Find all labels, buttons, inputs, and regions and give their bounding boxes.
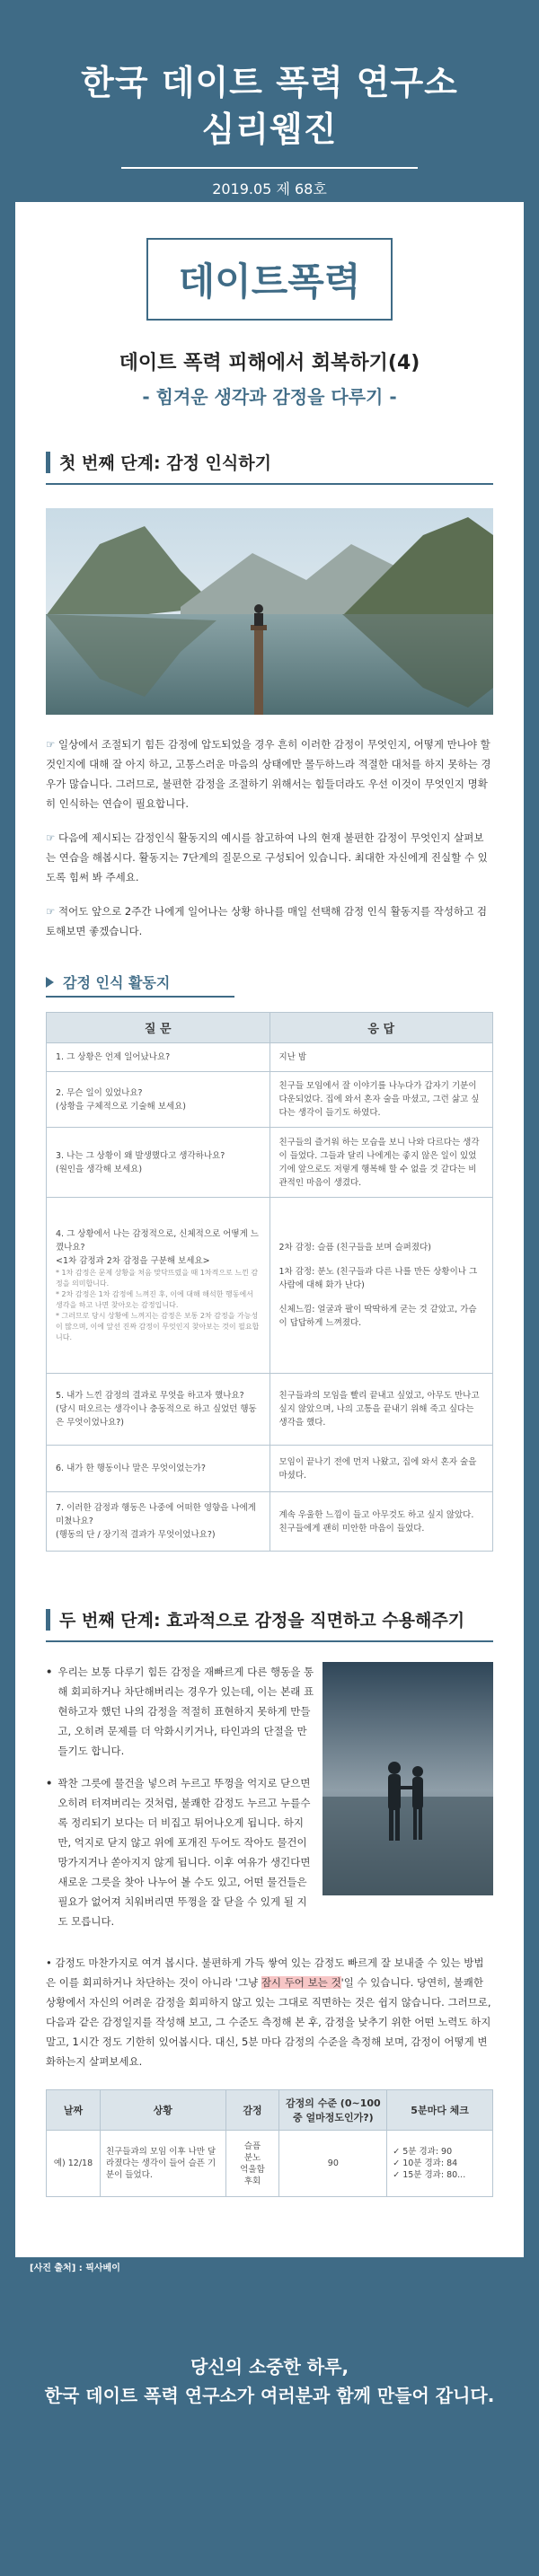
- step1-paragraph-2: [46, 828, 493, 887]
- masthead-divider: [121, 167, 418, 169]
- question-cell: [47, 1072, 270, 1128]
- question-cell: [47, 1446, 270, 1492]
- question-cell: [47, 1043, 270, 1072]
- answer-text: 친구들의 즐거워 하는 모습을 보니 나와 다르다는 생각이 들었다. 그들과 달리 나에게는 좋지 않은 일이 있었기에 앞으로도 저렇게 행복해 할 수 없을 것 같다는 비관적인 마음이 생겼다.: [278, 1137, 480, 1188]
- issue-label: 2019.05 제 68호: [212, 180, 327, 198]
- log-check-text: 5분 경과: 90: [402, 2147, 453, 2157]
- bullet-icon: •: [46, 1666, 53, 1678]
- question-footnote: * 1차 감정은 문제 상황을 처음 맞닥뜨렸을 때 1차적으로 느낀 감정을 의미합니다.: [56, 1269, 259, 1288]
- log-emotion: 후회: [243, 2176, 261, 2186]
- arrow-icon: ☞: [46, 905, 56, 918]
- step2-bullets: [46, 1662, 315, 1944]
- question-footnote: * 그러므로 당시 상황에 느껴지는 감정은 보통 2차 감정을 가능성이 많으며, 이에 앞선 진짜 감정이 무엇인지 찾아보는 것이 필요합니다.: [56, 1312, 260, 1341]
- table-row: [47, 1492, 493, 1552]
- answer-text: 신체느낌: 얼굴과 팔이 딱딱하게 굳는 것 같았고, 가슴이 답답하게 느껴졌다.: [278, 1305, 477, 1328]
- article-card: [15, 202, 524, 2281]
- answer-cell: [270, 1198, 493, 1374]
- step1-paragraph-3: [46, 901, 493, 941]
- log-situation: 친구들과의 모임 이후 나만 달라졌다는 생각이 들어 슬픈 기분이 들었다.: [100, 2131, 225, 2197]
- step1-title: 첫 번째 단계: 감정 인식하기: [59, 453, 271, 473]
- couple-photo-illustration: [323, 1662, 493, 1895]
- log-emotion: 분노: [243, 2152, 261, 2163]
- answer-text: 2차 감정: 슬픔 (친구들을 보며 슬퍼졌다): [278, 1243, 431, 1253]
- section-banner: [15, 238, 524, 321]
- footer: [0, 2352, 539, 2410]
- log-date: 예) 12/18: [47, 2131, 101, 2197]
- couple-photo: [323, 1662, 493, 1895]
- log-level: 90: [279, 2131, 387, 2197]
- header-date: 날짜: [47, 2090, 101, 2131]
- table-header-row: [47, 2090, 493, 2131]
- activity-heading: [46, 971, 524, 992]
- log-check: ✓ 5분 경과: 90: [393, 2147, 453, 2157]
- table-row: [47, 1128, 493, 1198]
- answer-cell: [270, 1043, 493, 1072]
- arrow-icon: ☞: [46, 738, 56, 751]
- step1-paragraph-1: [46, 734, 493, 813]
- section-banner-title: 데이트폭력: [146, 238, 393, 321]
- question-footnote: * 2차 감정은 1차 감정에 느껴진 후, 이에 대해 해석한 행동에서 생각을 하고 나면 찾아오는 감정입니다.: [56, 1290, 253, 1309]
- bullet-text: 꽉찬 그릇에 물건을 넣으려 누르고 뚜껑을 억지로 닫으면 오히려 터져버리는 것처럼, 불쾌한 감정도 누르고 누를수록 정리되기 보다는 더 비집고 튀어나오게 됩니다. 하지만, 억지로 닫지 않고 위에 포개진 두어도 작아도 물건이 망가지거나 쏟아지지 않게 됩니다. 이후 여유가 생긴다면 새로운 그릇을 찾아 나누어 볼 수도 있고, 어떤 물건들은 필요가 없어져 치워버리면 뚜껑을 잘 닫을 수 있게 될 지도 모릅니다.: [57, 1777, 311, 1928]
- list-item: [46, 1773, 315, 1931]
- answer-cell: [270, 1446, 493, 1492]
- bullet-text: 우리는 보통 다루기 힘든 감정을 재빠르게 다른 행동을 통해 회피하거나 차단해버리는 경우가 있는데, 이는 본래 표현하고자 했던 나의 감정을 적절히 표현하지 못하게 만들고, 오히려 문제를 더 악화시키거나, 타인과의 단절을 만들기도 합니다.: [57, 1666, 314, 1757]
- step2-paragraph-text: '일 수 있습니다. 당연히, 불쾌한 상황에서 자신의 어려운 감정을 회피하지 않고 있는 그대로 직면하는 것은 쉽지 않습니다. 그러므로, 다음과 같은 감정일지를 작성해 보고, 그 수준도 측정해 본 후, 감정을 낮추기 위한 어떤 노력도 하지 말고, 1시간 정도 기한히 있어봅시다. 대신, 5분 마다 감정의 수준을 측정해 보며, 감정이 어떻게 변화하는지 살펴보세요.: [46, 1976, 491, 2068]
- table-header-row: [47, 1013, 493, 1043]
- question-cell: [47, 1374, 270, 1446]
- activity-title: 감정 인식 활동지: [63, 974, 171, 991]
- step1-rule: [46, 483, 493, 485]
- log-check: ✓ 15분 경과: 80...: [393, 2170, 466, 2180]
- step2-paragraph: [46, 1953, 493, 2071]
- table-row: [47, 1446, 493, 1492]
- table-row: [47, 1043, 493, 1072]
- step1-paragraph-1-text: 일상에서 조절되기 힘든 감정에 압도되었을 경우 흔히 이러한 감정이 무엇인지, 어떻게 만나야 할 것인지에 대해 잘 아지 하고, 고통스러운 마음의 상태에만 몰두하느라 적절한 대처를 하지 못하는 경우가 많습니다. 그러므로, 불편한 감정을 조절하기 위해서는 힘들더라도 우선 이것이 무엇인지 명확히 인식하는 연습이 필요합니다.: [46, 738, 491, 810]
- question-cell: [47, 1128, 270, 1198]
- activity-table: [46, 1012, 493, 1552]
- activity-rule: [46, 996, 234, 998]
- step1-heading: [46, 450, 524, 474]
- question-note: (상황을 구체적으로 기술해 보세요): [56, 1101, 186, 1112]
- step1-paragraph-3-text: 적어도 앞으로 2주간 나에게 일어나는 상황 하나를 매일 선택해 감정 인식 활동지를 작성하고 검토해보면 좋겠습니다.: [46, 905, 487, 937]
- table-row: [47, 1072, 493, 1128]
- header-emotion: 감정: [225, 2090, 279, 2131]
- table-row: [47, 1374, 493, 1446]
- step1-paragraph-2-text: 다음에 제시되는 감정인식 활동지의 예시를 참고하여 나의 현재 불편한 감정이 무엇인지 살펴보는 연습을 해봅시다. 활동지는 7단계의 질문으로 구성되어 있습니다. 최대한 자신에게 진실할 수 있도록 힘써 봐 주세요.: [46, 831, 488, 884]
- answer-cell: [270, 1072, 493, 1128]
- log-check: ✓ 10분 경과: 84: [393, 2158, 458, 2168]
- question-text: 5. 내가 느낀 감정의 결과로 무엇을 하고자 했나요?: [56, 1391, 244, 1401]
- footer-line2: 한국 데이트 폭력 연구소가 여러분과 함께 만들어 갑니다.: [44, 2385, 495, 2406]
- table-row: [47, 2131, 493, 2197]
- emotion-log-table: [46, 2089, 493, 2197]
- answer-cell: [270, 1492, 493, 1552]
- masthead-title: [0, 59, 539, 153]
- answer-text: 모임이 끝나기 전에 먼저 나왔고, 집에 와서 혼자 술을 마셨다.: [278, 1456, 477, 1481]
- question-text: 4. 그 상황에서 나는 감정적으로, 신체적으로 어떻게 느꼈나요?: [56, 1229, 259, 1253]
- question-text: 1. 그 상황은 언제 일어났나요?: [56, 1052, 171, 1062]
- question-cell: [47, 1492, 270, 1552]
- question-note: <1차 감정과 2차 감정을 구분해 보세요>: [56, 1256, 210, 1266]
- answer-text: 계속 우울한 느낌이 들고 아무것도 하고 싶지 않았다. 친구들에게 괜히 미안한 마음이 들었다.: [278, 1509, 474, 1534]
- answer-cell: [270, 1374, 493, 1446]
- question-note: (원인을 생각해 보세요): [56, 1164, 143, 1174]
- answer-text: 친구들 모임에서 잘 이야기를 나누다가 갑자기 기분이 다운되었다. 집에 와서 혼자 술을 마셨고, 그런 삶고 싶다는 생각이 들기도 하였다.: [278, 1081, 480, 1118]
- answer-text: 친구들과의 모임을 빨리 끝내고 싶었고, 아무도 만나고 싶지 않았으며, 나의 고통을 끝내기 위해 죽고 싶다는 생각을 했다.: [278, 1391, 480, 1428]
- bullet-icon: •: [46, 1956, 52, 1969]
- step2-heading: [46, 1607, 524, 1631]
- step2-paragraph-text: 감정도 마찬가지로 여겨 봅시다. 불편하게 가득 쌓여 있는 감정도 빠르게 잘 보내줄 수 있는 방법은 이를 회피하거나 차단하는 것이 아니라 '그냥: [46, 1956, 484, 1989]
- question-text: 7. 이러한 감정과 행동은 나중에 어떠한 영향을 나에게 미쳤나요?: [56, 1503, 256, 1526]
- highlighted-phrase: 잠시 두어 보는 것: [261, 1976, 341, 1989]
- lake-photo-illustration: [46, 508, 493, 715]
- list-item: [46, 1662, 315, 1761]
- masthead-title-line2: 심리웹진: [201, 110, 338, 149]
- header-answer: 응 답: [270, 1013, 493, 1043]
- question-text: 3. 나는 그 상황이 왜 발생했다고 생각하나요?: [56, 1150, 225, 1161]
- step2-row: [46, 1662, 493, 1944]
- header-question: 질 문: [47, 1013, 270, 1043]
- header-level: 감정의 수준 (0~100 중 얼마정도인가?): [279, 2090, 387, 2131]
- arrow-icon: ☞: [46, 831, 56, 844]
- question-text: 6. 내가 한 행동이나 말은 무엇이었는가?: [56, 1464, 206, 1473]
- header-situation: 상황: [100, 2090, 225, 2131]
- answer-text: 지난 밤: [278, 1052, 307, 1062]
- question-cell: [47, 1198, 270, 1374]
- step2-rule: [46, 1640, 493, 1642]
- photo-source: [사진 출처] : 픽사베이: [15, 2257, 524, 2281]
- question-text: 2. 무슨 일이 있었나요?: [56, 1087, 143, 1098]
- article-title: 데이트 폭력 피해에서 회복하기(4): [119, 352, 420, 374]
- log-check-text: 10분 경과: 84: [402, 2158, 458, 2168]
- bullet-icon: •: [46, 1777, 53, 1789]
- log-checks: [387, 2131, 493, 2197]
- log-emotions: [225, 2131, 279, 2197]
- step2-title: 두 번째 단계: 효과적으로 감정을 직면하고 수용해주기: [59, 1611, 465, 1631]
- log-emotion: 억울함: [240, 2164, 265, 2175]
- heading-bar: [46, 452, 50, 473]
- article-subtitle: - 힘겨운 생각과 감정을 다루기 -: [142, 386, 397, 408]
- question-note: (당시 떠오르는 생각이나 충동적으로 하고 싶었던 행동은 무엇이었나요?): [56, 1404, 257, 1428]
- footer-line1: 당신의 소중한 하루,: [190, 2356, 349, 2378]
- masthead-title-line1: 한국 데이트 폭력 연구소: [81, 63, 458, 102]
- log-emotion: 슬픔: [243, 2141, 261, 2151]
- triangle-icon: [46, 977, 54, 988]
- answer-cell: [270, 1128, 493, 1198]
- header-check: 5분마다 체크: [387, 2090, 493, 2131]
- lake-photo: [46, 508, 493, 715]
- heading-bar: [46, 1609, 50, 1631]
- question-note: (행동의 단 / 장기적 결과가 무엇이었나요?): [56, 1530, 216, 1540]
- masthead: [0, 0, 539, 198]
- answer-text: 1차 감정: 분노 (친구들과 다른 나를 만든 상황이나 그 사람에 대해 화가 난다): [278, 1267, 478, 1290]
- log-check-text: 15분 경과: 80...: [402, 2170, 466, 2180]
- table-row: [47, 1198, 493, 1374]
